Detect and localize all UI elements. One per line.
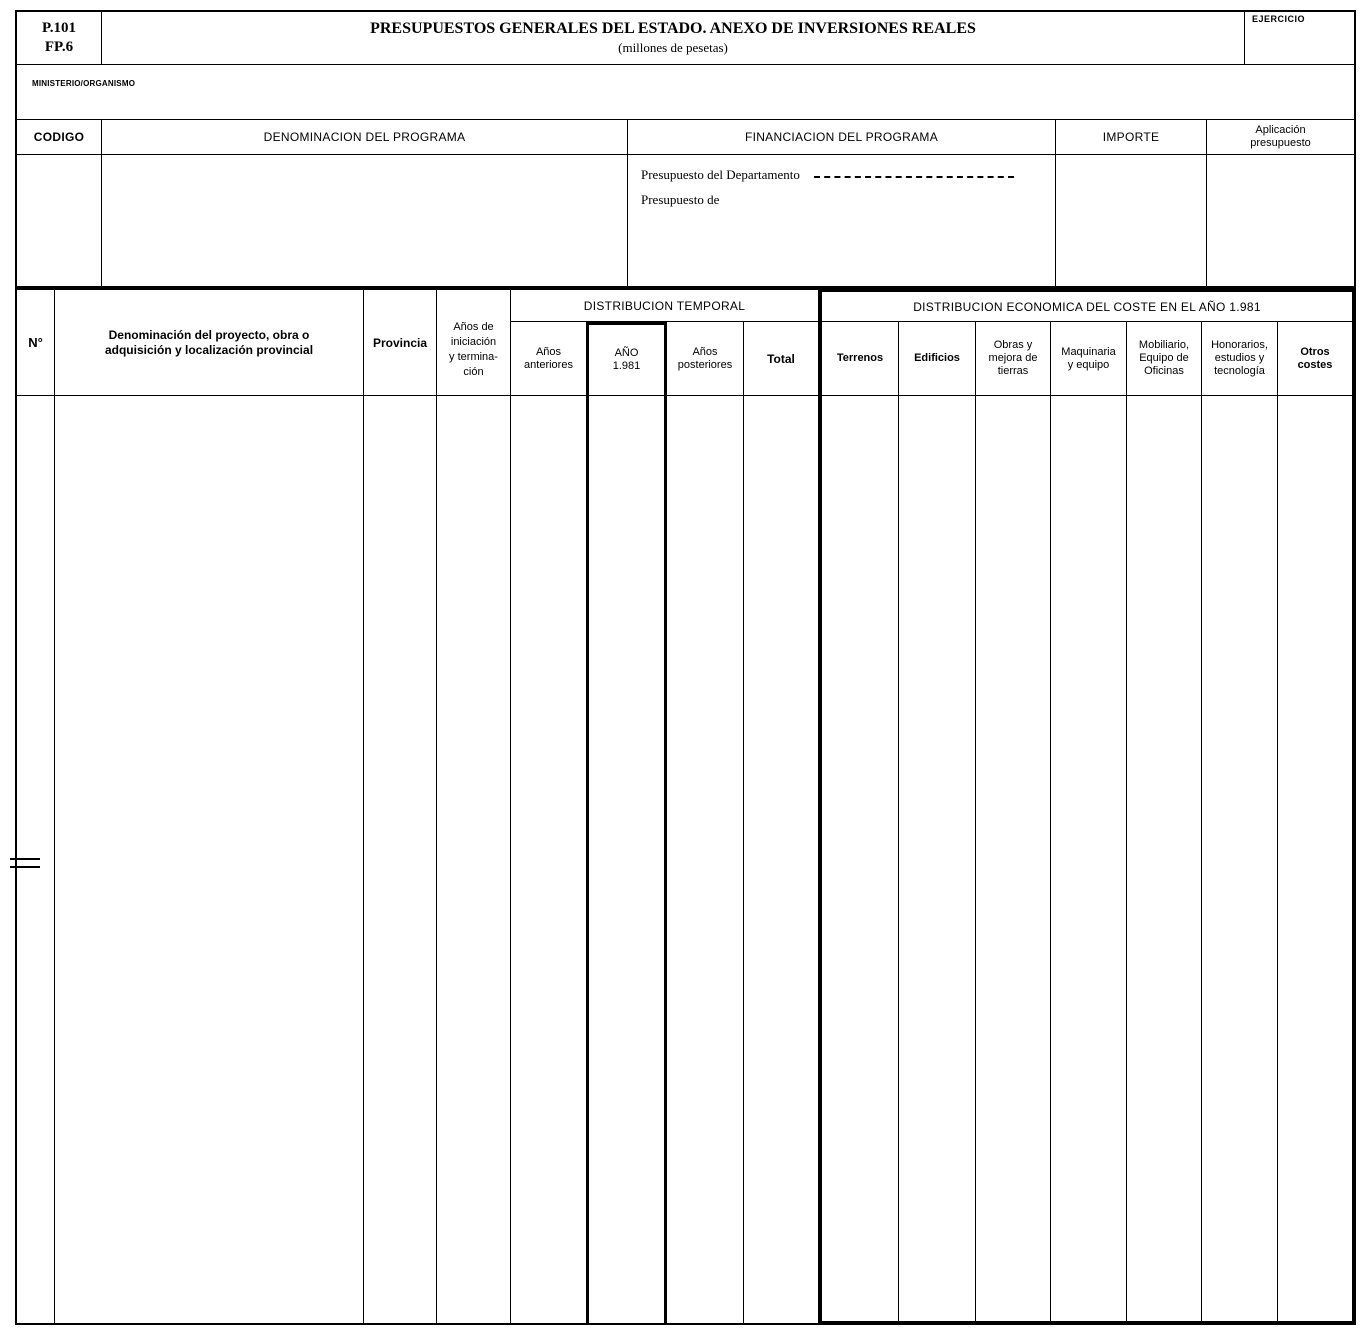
ministry-label: MINISTERIO/ORGANISMO bbox=[32, 79, 136, 88]
divider bbox=[1201, 322, 1202, 1325]
divider bbox=[15, 395, 1356, 396]
col-honorarios bbox=[1202, 322, 1277, 395]
col-mobiliario-line3: Oficinas bbox=[1144, 365, 1184, 377]
divider bbox=[898, 322, 899, 1325]
col-honorarios-line1: Honorarios, bbox=[1211, 339, 1268, 351]
financing-departamento-label: Presupuesto del Departamento bbox=[641, 167, 800, 182]
col-obras-line2: mejora de bbox=[988, 352, 1038, 364]
proyecto-header-line2: adquisición y localización provincial bbox=[104, 342, 314, 357]
dashed-leader bbox=[814, 176, 1014, 178]
col-ano-1981 bbox=[589, 325, 664, 395]
divider bbox=[818, 288, 822, 1325]
divider bbox=[1352, 288, 1356, 1325]
col-anos-anteriores bbox=[511, 322, 586, 395]
num-header: N° bbox=[28, 335, 43, 350]
divider bbox=[1050, 322, 1051, 1325]
provincia-header: Provincia bbox=[372, 335, 428, 350]
divider bbox=[664, 322, 667, 1325]
financiacion-header: FINANCIACION DEL PROGRAMA bbox=[744, 130, 939, 144]
col-obras-line3: tierras bbox=[997, 365, 1029, 377]
col-maquinaria-line1: Maquinaria bbox=[1061, 345, 1116, 358]
proyecto-header bbox=[55, 290, 363, 395]
divider bbox=[15, 1323, 820, 1325]
denominacion-programa-header: DENOMINACION DEL PROGRAMA bbox=[263, 130, 466, 144]
divider bbox=[15, 154, 1356, 155]
col-honorarios-line3: tecnología bbox=[1214, 365, 1265, 377]
col-otros-line1: Otros bbox=[1300, 345, 1330, 358]
col-obras-line1: Obras y bbox=[993, 339, 1033, 351]
col-mobiliario bbox=[1127, 322, 1201, 395]
divider bbox=[54, 288, 55, 1325]
col-anos-posteriores bbox=[667, 322, 743, 395]
col-posteriores-line1: Años bbox=[692, 345, 718, 358]
codigo-header: CODIGO bbox=[33, 130, 85, 144]
page-join-mark bbox=[10, 866, 40, 868]
financing-line-departamento bbox=[641, 167, 1014, 183]
col-anteriores-line2: anteriores bbox=[524, 358, 573, 371]
importe-header: IMPORTE bbox=[1102, 130, 1160, 144]
col-maquinaria-line2: y equipo bbox=[1067, 358, 1110, 371]
divider bbox=[510, 288, 511, 1325]
economic-group-header: DISTRIBUCION ECONOMICA DEL COSTE EN EL AÑO 1.981 bbox=[913, 299, 1261, 314]
divider bbox=[363, 288, 364, 1325]
form-title-block bbox=[102, 12, 1244, 64]
form-code-line2: FP.6 bbox=[44, 39, 74, 55]
anos-iniciacion-header bbox=[437, 290, 510, 395]
aplicacion-line2: presupuesto bbox=[1250, 137, 1311, 149]
page-title: PRESUPUESTOS GENERALES DEL ESTADO. ANEXO DE INVERSIONES REALES bbox=[370, 20, 976, 37]
anos-line4: ción bbox=[463, 365, 484, 378]
aplicacion-header bbox=[1207, 120, 1354, 154]
anos-line1: Años de bbox=[453, 320, 494, 333]
divider bbox=[1277, 322, 1278, 1325]
col-maquinaria bbox=[1051, 322, 1126, 395]
col-anteriores-line1: Años bbox=[535, 345, 562, 358]
col-honorarios-line2: estudios y bbox=[1214, 352, 1265, 364]
col-obras bbox=[976, 322, 1050, 395]
divider bbox=[436, 288, 437, 1325]
temporal-group-header: DISTRIBUCION TEMPORAL bbox=[583, 298, 746, 313]
anos-line2: iniciación bbox=[450, 335, 497, 348]
col-otros bbox=[1278, 322, 1352, 395]
proyecto-header-line1: Denominación del proyecto, obra o bbox=[108, 327, 310, 342]
col-ano-line2: 1.981 bbox=[612, 360, 641, 372]
aplicacion-line1: Aplicación bbox=[1255, 124, 1306, 136]
col-edificios: Edificios bbox=[914, 352, 960, 364]
col-terrenos: Terrenos bbox=[836, 352, 884, 364]
col-posteriores-line2: posteriores bbox=[677, 358, 733, 371]
divider bbox=[15, 64, 1356, 65]
page-subtitle: (millones de pesetas) bbox=[618, 40, 728, 55]
page-join-mark bbox=[10, 858, 40, 860]
col-mobiliario-line1: Mobiliario, bbox=[1138, 339, 1190, 351]
col-ano-line1: AÑO bbox=[614, 347, 639, 359]
divider bbox=[15, 288, 17, 1325]
outer-right-border bbox=[1354, 10, 1356, 288]
financing-line-other: Presupuesto de bbox=[641, 192, 720, 207]
divider bbox=[1244, 10, 1245, 65]
divider bbox=[1126, 322, 1127, 1325]
divider bbox=[743, 322, 744, 1325]
col-total: Total bbox=[767, 351, 795, 366]
exercise-label: EJERCICIO bbox=[1252, 14, 1306, 24]
form-code-line1: P.101 bbox=[41, 20, 77, 36]
divider bbox=[586, 322, 589, 1325]
divider bbox=[975, 322, 976, 1325]
col-otros-line2: costes bbox=[1297, 358, 1333, 371]
anos-line3: y termina- bbox=[449, 350, 498, 363]
col-mobiliario-line2: Equipo de bbox=[1139, 352, 1189, 364]
form-code bbox=[17, 12, 101, 64]
